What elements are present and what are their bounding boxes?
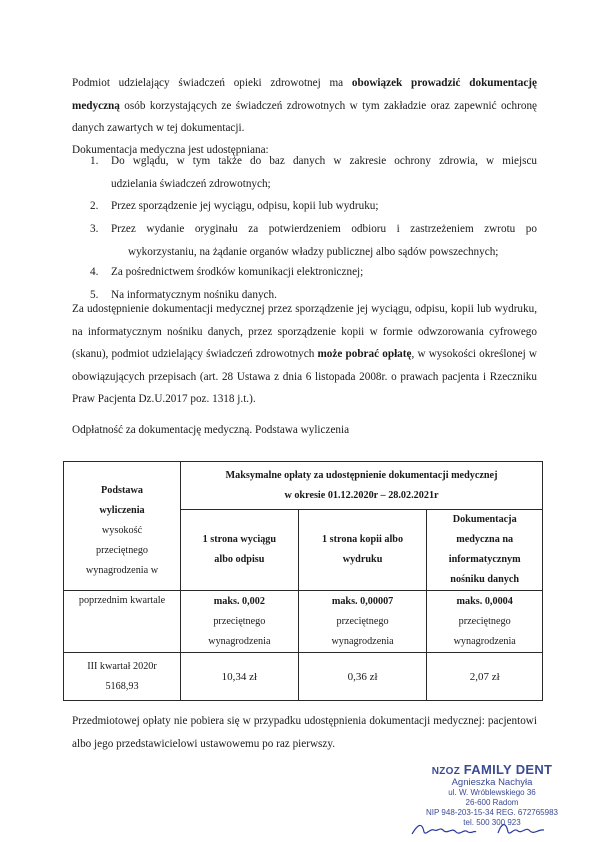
value-cell: 2,07 zł [427, 653, 543, 701]
value-cell: 10,34 zł [181, 653, 299, 701]
clinic-stamp: NZOZ FAMILY DENT Agnieszka Nachyła ul. W. Wróblewskiego 36 26-600 Radom NIP 948-203-15-34 REG. 672765983 tel. 500 300 923 [426, 762, 558, 827]
basis-header-cell: Podstawa wyliczenia wysokość przeciętnego wynagrodzenia w [64, 462, 181, 591]
handwritten-signature [410, 818, 550, 840]
main-header-cell: Maksymalne opłaty za udostępnienie dokumentacji medycznej w okresie 01.12.2020r – 28.02.2021r [181, 462, 543, 510]
intro-paragraph: Podmiot udzielający świadczeń opieki zdrowotnej ma obowiązek prowadzić dokumentację medyczną osób korzystających ze świadczeń zdrowotnych w tym zakładzie oraz zapewnić ochronę danych zawartych w tej dokumentacji. [72, 77, 538, 134]
rate-cell: maks. 0,0004 przeciętnego wynagrodzenia [427, 591, 543, 653]
value-cell: 0,36 zł [298, 653, 427, 701]
rate-cell: maks. 0,00007 przeciętnego wynagrodzenia [298, 591, 427, 653]
list-intro: Dokumentacja medyczna jest udostępniana: [72, 144, 269, 156]
column-header: 1 strona wyciągu albo odpisu [181, 510, 299, 591]
closing-paragraph: Przedmiotowej opłaty nie pobiera się w przypadku udostępnienia dokumentacji medycznej: pacjentowi albo jego przedstawicielowi ustawowemu po raz pierwszy. [72, 715, 537, 750]
basis-desc-cell: poprzednim kwartale [64, 591, 181, 653]
section-title: Odpłatność za dokumentację medyczną. Podstawa wyliczenia [72, 424, 350, 436]
payment-paragraph: Za udostępnienie dokumentacji medycznej przez sporządzenie jej wyciągu, odpisu, kopii lub wydruku, na informatycznym nośniku danych, przez sporządzenie kopii w formie odwzorowania cyfrowego (skanu), podmiot udzielający świadczeń zdrowotnych może pobrać opłatę, w wysokości określonej w obowiązujących przepisach (art. 28 Ustawa z dnia 6 listopada 2008r. o prawach pacjenta i Rzeczniku Praw Pacjenta Dz.U.2017 poz. 1318 j.t.). [72, 303, 537, 405]
fees-table [63, 461, 543, 701]
rate-cell: maks. 0,002 przeciętnego wynagrodzenia [181, 591, 299, 653]
document-page: Podmiot udzielający świadczeń opieki zdrowotnej ma obowiązek prowadzić dokumentację medyczną osób korzystających ze świadczeń zdrowotnych w tym zakładzie oraz zapewnić ochronę danych zawartych w tej dokumentacji. Dokumentacja medyczna jest udostępniana: 1. Do wglądu, w tym także do baz danych w zakresie ochrony zdrowia, w miejscu udzielania świadczeń zdrowotnych; 2. Przez sporządzenie jej wyciągu, odpisu, kopii lub wydruku; 3. Przez wydanie oryginału za potwierdzeniem odbioru i zastrzeżeniem zwrotu po wykorzystaniu, na żądanie organów władzy publicznej albo sądów powszechnych; 4. Za pośrednictwem środków komunikacji elektronicznej; 5. Na informatycznym nośniku danych. Za udostępnienie dokumentacji medycznej przez sporządzenie jej wyciągu, odpisu, kopii lub wydruku, na informatycznym nośniku danych, przez sporządzenie kopii w formie odwzorowania cyfrowego (skanu), podmiot udzielający świadczeń zdrowotnych może pobrać opłatę, w wysokości określonej w obowiązujących przepisach (art. 28 Ustawa z dnia 6 listopada 2008r. o prawach pacjenta i Rzeczniku Praw Pacjenta Dz.U.2017 poz. 1318 j.t.). Odpłatność za dokumentację medyczną. Podstawa wyliczenia Podstawa wyliczenia wysokość przeciętnego wynagrodzenia w Maksymalne opłaty za udostępnienie dokumentacji medycznej w okresie 01.12.2020r – 28.02.2021r 1 strona wyciągu albo odpisu 1 strona kopii albo wydruku Dokumentacja medyczna na informatycznym nośniku danych poprzednim kwartale maks. 0,002 przeciętnego wynagrodzenia maks. 0,00007 przeciętnego wynagrodzenia maks. 0,0004 przeciętnego wynagrodzenia III kwartał 2020r 5168,93 10,34 zł 0,36 zł 2,07 zł Przedmiotowej opłaty nie pobiera się w przypadku udostępnienia dokumentacji medycznej: pacjentowi albo jego przedstawicielowi ustawowemu po raz pierwszy. NZOZ FAMILY DENT Agnieszka Nachyła ul. W. Wróblewskiego 36 26-600 Radom NIP 948-203-15-34 REG. 672765983 tel. 500 300 923 [0, 0, 595, 842]
payment-bold-phrase: może pobrać opłatę [317, 348, 412, 360]
intro-bold-phrase: obowiązek prowadzić dokumentację medyczną [72, 77, 538, 112]
quarter-cell: III kwartał 2020r 5168,93 [64, 653, 181, 701]
column-header: Dokumentacja medyczna na informatycznym nośniku danych [427, 510, 543, 591]
column-header: 1 strona kopii albo wydruku [298, 510, 427, 591]
